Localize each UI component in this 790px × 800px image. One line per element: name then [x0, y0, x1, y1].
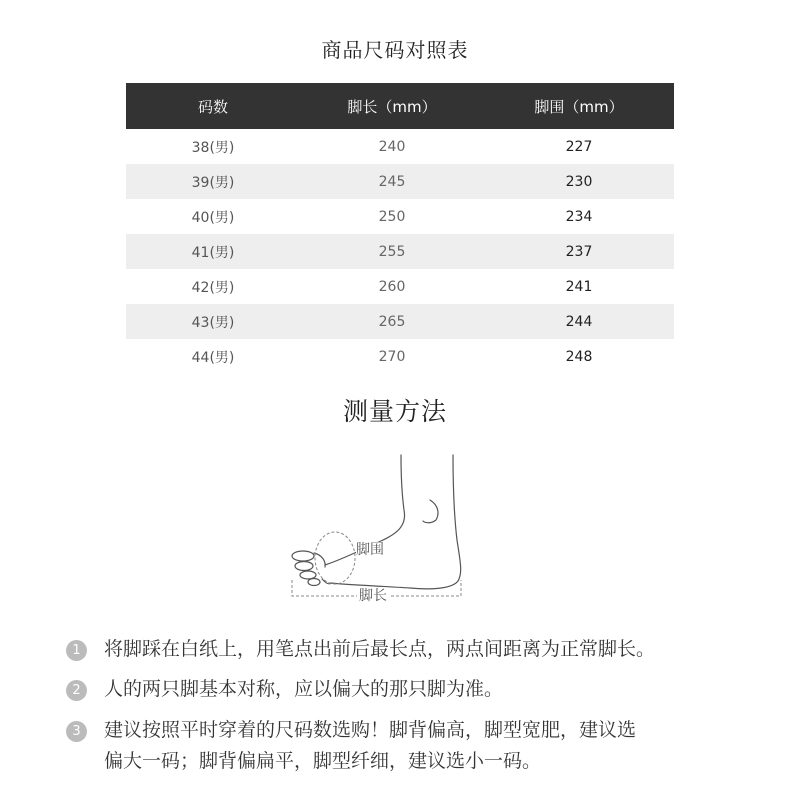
instruction-line: 建议按照平时穿着的尺码数选购！脚背偏高，脚型宽肥，建议选: [104, 719, 637, 741]
cell-foot-length: 250: [378, 208, 406, 225]
foot-girth-label: 脚围: [356, 542, 384, 558]
header-foot-length: 脚长（mm）: [347, 97, 437, 116]
cell-foot-girth: 237: [565, 243, 593, 260]
number-badge: 2: [66, 680, 87, 701]
cell-size: 39(男): [191, 174, 235, 191]
cell-foot-girth: 234: [565, 208, 593, 225]
cell-size: 38(男): [191, 139, 235, 156]
table-row: [126, 304, 674, 339]
number-badge: 1: [66, 640, 87, 661]
instruction-text: [104, 715, 764, 777]
cell-size: 41(男): [191, 244, 235, 261]
cell-foot-length: 255: [378, 243, 406, 260]
header-size: 码数: [197, 97, 228, 116]
table-row: [126, 164, 674, 199]
cell-size: 42(男): [191, 279, 235, 296]
table-row: [126, 129, 674, 164]
cell-foot-girth: 248: [565, 348, 593, 365]
cell-foot-girth: 230: [565, 173, 593, 190]
instruction-text: [104, 634, 764, 665]
number-badge: 3: [66, 721, 87, 742]
foot-diagram: [270, 445, 500, 615]
cell-foot-length: 260: [378, 278, 406, 295]
size-table: [126, 83, 674, 374]
foot-length-label: 脚长: [359, 588, 387, 604]
instruction-line: 人的两只脚基本对称，应以偏大的那只脚为准。: [104, 678, 504, 700]
cell-foot-length: 265: [378, 313, 406, 330]
cell-size: 44(男): [191, 349, 235, 366]
cell-size: 43(男): [191, 314, 235, 331]
cell-size: 40(男): [191, 209, 235, 226]
cell-foot-girth: 227: [565, 138, 593, 155]
cell-foot-length: 245: [378, 173, 406, 190]
table-row: [126, 269, 674, 304]
instruction-line: 将脚踩在白纸上，用笔点出前后最长点，两点间距离为正常脚长。: [104, 638, 656, 660]
table-row: [126, 339, 674, 374]
header-foot-girth: 脚围（mm）: [534, 97, 624, 116]
table-header: [126, 83, 674, 129]
cell-foot-girth: 241: [565, 278, 593, 295]
cell-foot-girth: 244: [565, 313, 593, 330]
method-title: 测量方法: [342, 397, 447, 426]
page-title: 商品尺码对照表: [321, 38, 469, 62]
table-row: [126, 199, 674, 234]
cell-foot-length: 240: [378, 138, 406, 155]
cell-foot-length: 270: [378, 348, 406, 365]
instruction-text: [104, 674, 764, 705]
table-row: [126, 234, 674, 269]
instruction-line: 偏大一码；脚背偏扁平，脚型纤细，建议选小一码。: [104, 750, 542, 772]
